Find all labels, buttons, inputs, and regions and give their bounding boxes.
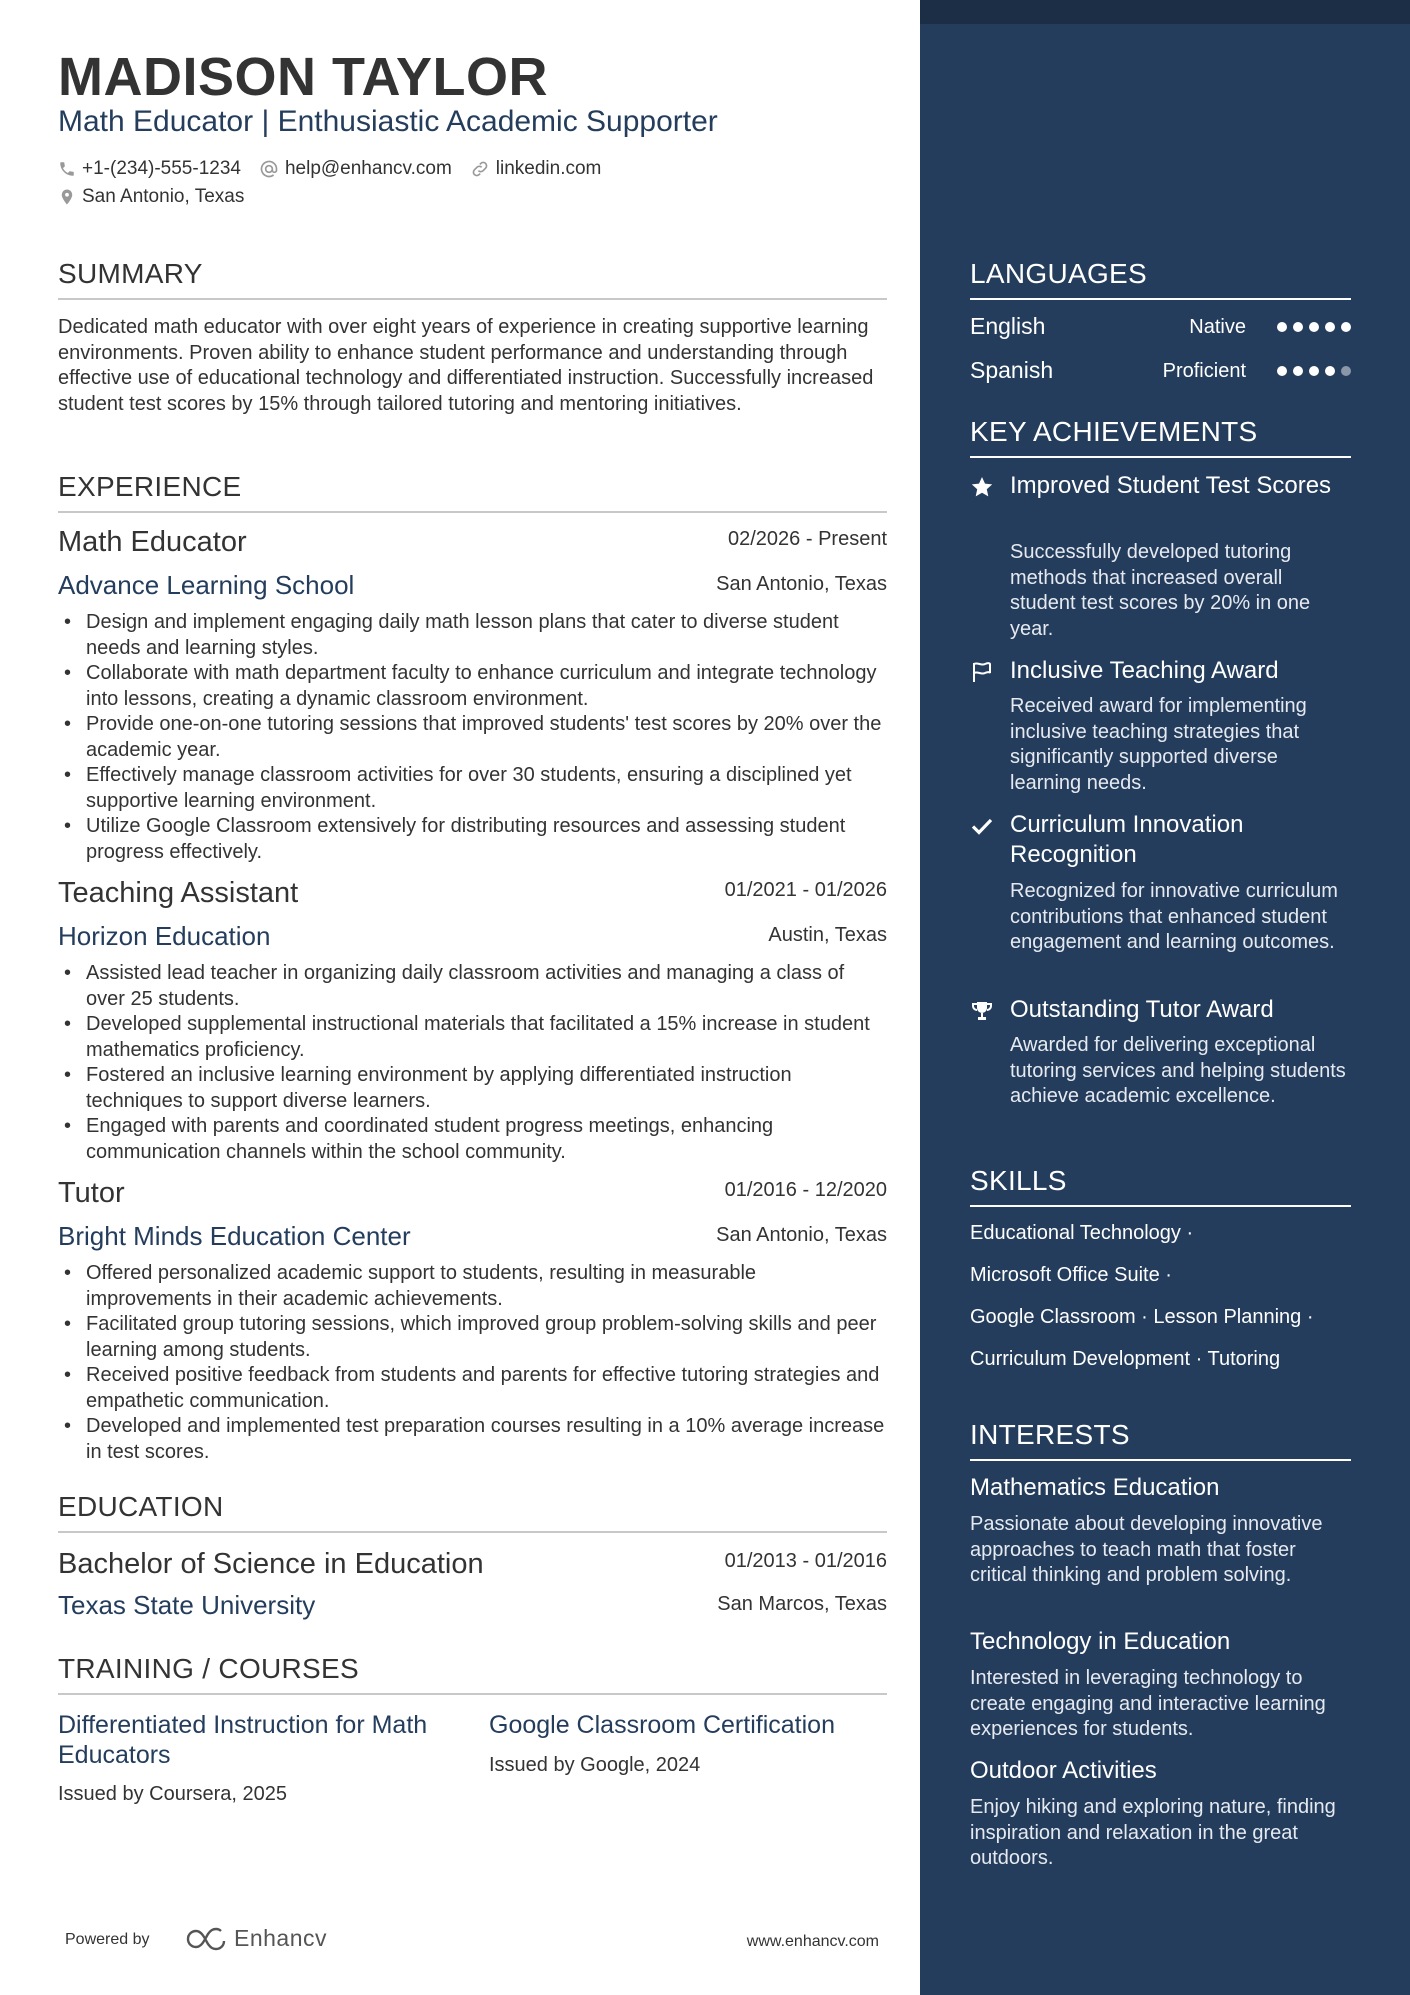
languages-heading: LANGUAGES — [970, 258, 1351, 300]
interest-desc: Enjoy hiking and exploring nature, finding inspiration and relaxation in the great outdoors. — [970, 1796, 1336, 1869]
education-heading: EDUCATION — [58, 1491, 887, 1533]
rating-dot-filled — [1277, 366, 1287, 376]
job-location: San Antonio, Texas — [716, 573, 887, 595]
language-rating — [1271, 366, 1351, 376]
contact-row — [58, 158, 619, 180]
language-level: Native — [1189, 316, 1246, 338]
trophy-icon — [970, 999, 994, 1023]
interest-title: Technology in Education — [970, 1628, 1231, 1655]
skills-line: Educational Technology · — [970, 1222, 1194, 1244]
skills-line: Curriculum Development · Tutoring — [970, 1348, 1281, 1370]
job-location: Austin, Texas — [768, 924, 887, 946]
interest-desc: Passionate about developing innovative approaches to teach math that foster critical thinking and problem solving. — [970, 1513, 1323, 1586]
enhancv-logo[interactable] — [184, 1925, 327, 1952]
interest-desc: Interested in leveraging technology to create engaging and interactive learning experiences for students. — [970, 1667, 1326, 1740]
achievement-title: Improved Student Test Scores — [1010, 472, 1332, 499]
list-item: • Developed and implemented test preparation courses resulting in a 10% average increase in test scores. — [58, 1414, 887, 1465]
list-item: • Received positive feedback from students and parents for effective tutoring strategies and empathetic communication. — [58, 1363, 887, 1414]
job-location: San Antonio, Texas — [716, 1224, 887, 1246]
list-item: • Assisted lead teacher in organizing daily classroom activities and managing a class of over 25 students. — [58, 961, 887, 1012]
language-level: Proficient — [1162, 360, 1246, 382]
rating-dot-filled — [1293, 322, 1303, 332]
experience-heading: EXPERIENCE — [58, 471, 887, 513]
education-entry — [58, 1548, 887, 1620]
website-link[interactable]: www.enhancv.com — [746, 1933, 879, 1950]
school-location: San Marcos, Texas — [717, 1593, 887, 1615]
interests-heading: INTERESTS — [970, 1419, 1351, 1461]
summary-heading: SUMMARY — [58, 258, 887, 300]
location-pin-icon — [58, 187, 76, 207]
achievement-desc: Recognized for innovative curriculum contributions that enhanced student engagement and learning outcomes. — [1010, 880, 1338, 953]
training-heading: TRAINING / COURSES — [58, 1653, 887, 1695]
rating-dot-filled — [1309, 366, 1319, 376]
rating-dot-filled — [1309, 322, 1319, 332]
achievement-title: Curriculum Innovation Recognition — [1010, 811, 1244, 868]
rating-dot-filled — [1325, 366, 1335, 376]
course-title: Google Classroom Certification — [489, 1711, 835, 1739]
list-item: • Design and implement engaging daily math lesson plans that cater to diverse student needs and learning styles. — [58, 610, 887, 661]
sidebar-top-band — [920, 0, 1410, 24]
skills-line: Microsoft Office Suite · — [970, 1264, 1172, 1286]
list-item: • Collaborate with math department faculty to enhance curriculum and integrate technology into lessons, creating a dynamic classroom environment. — [58, 661, 887, 712]
linkedin-contact[interactable] — [470, 158, 602, 180]
list-item: • Effectively manage classroom activities for over 30 students, ensuring a disciplined yet supportive learning environment. — [58, 763, 887, 814]
job-entry — [58, 877, 887, 1163]
rating-dot-empty — [1341, 366, 1351, 376]
job-role: Math Educator — [58, 526, 247, 558]
interest-title: Outdoor Activities — [970, 1757, 1157, 1784]
achievement-desc: Received award for implementing inclusive teaching strategies that significantly supported diverse learning needs. — [1010, 695, 1307, 794]
job-dates: 02/2026 - Present — [728, 528, 887, 550]
school: Texas State University — [58, 1590, 316, 1620]
achievement-desc: Awarded for delivering exceptional tutoring services and helping students achieve academic excellence. — [1010, 1034, 1346, 1107]
candidate-name: MADISON TAYLOR — [58, 47, 549, 107]
achievement-title: Inclusive Teaching Award — [1010, 657, 1279, 684]
language-name: English — [970, 313, 1046, 339]
sidebar — [920, 0, 1410, 1995]
phone-number: +1-(234)-555-1234 — [82, 158, 241, 179]
job-entry — [58, 1177, 887, 1463]
job-dates: 01/2021 - 01/2026 — [724, 879, 887, 901]
list-item: • Engaged with parents and coordinated student progress meetings, enhancing communication channels within the school community. — [58, 1114, 887, 1165]
job-bullets — [58, 610, 887, 865]
star-icon — [970, 475, 994, 499]
job-company: Bright Minds Education Center — [58, 1221, 411, 1251]
location-contact — [58, 186, 244, 208]
candidate-title: Math Educator | Enthusiastic Academic Supporter — [58, 105, 718, 138]
rating-dot-filled — [1341, 322, 1351, 332]
linkedin-link[interactable]: linkedin.com — [495, 158, 602, 179]
achievement-title: Outstanding Tutor Award — [1010, 996, 1274, 1023]
powered-by-label: Powered by — [65, 1931, 150, 1948]
job-role: Teaching Assistant — [58, 877, 299, 909]
job-entry — [58, 526, 887, 863]
phone-contact — [58, 158, 241, 180]
course-title: Differentiated Instruction for Math Educators — [58, 1711, 428, 1769]
course-issuer: Issued by Google, 2024 — [489, 1754, 701, 1776]
email-address[interactable]: help@enhancv.com — [284, 158, 452, 179]
list-item: • Offered personalized academic support to students, resulting in measurable improvements in their academic achievements. — [58, 1261, 887, 1312]
list-item: • Fostered an inclusive learning environment by applying differentiated instruction techniques to support diverse learners. — [58, 1063, 887, 1114]
language-rating — [1271, 322, 1351, 332]
enhancv-logo-icon — [184, 1926, 230, 1952]
job-company: Advance Learning School — [58, 570, 355, 600]
flag-icon — [970, 660, 994, 684]
job-bullets — [58, 1261, 887, 1465]
list-item: • Facilitated group tutoring sessions, which improved group problem-solving skills and peer learning among students. — [58, 1312, 887, 1363]
language-name: Spanish — [970, 357, 1054, 383]
skills-line: Google Classroom · Lesson Planning · — [970, 1306, 1314, 1328]
location-text: San Antonio, Texas — [82, 186, 245, 207]
interest-title: Mathematics Education — [970, 1474, 1220, 1501]
list-item: • Developed supplemental instructional materials that facilitated a 15% increase in student mathematics proficiency. — [58, 1012, 887, 1063]
location-row — [58, 186, 262, 208]
summary-text: Dedicated math educator with over eight years of experience in creating supportive learning environments. Proven ability to enhance student performance and understanding through effective use of educational technology and differentiated instruction. Successfully increased student test scores by 15% through tailored tutoring and mentoring initiatives. — [58, 316, 874, 415]
at-icon — [259, 159, 279, 179]
job-bullets — [58, 961, 887, 1165]
checkmark-icon — [970, 814, 994, 838]
achievements-heading: KEY ACHIEVEMENTS — [970, 416, 1351, 458]
job-company: Horizon Education — [58, 921, 271, 951]
language-row — [970, 357, 1351, 387]
rating-dot-filled — [1277, 322, 1287, 332]
job-role: Tutor — [58, 1177, 125, 1209]
education-dates: 01/2013 - 01/2016 — [724, 1550, 887, 1572]
rating-dot-filled — [1293, 366, 1303, 376]
job-dates: 01/2016 - 12/2020 — [724, 1179, 887, 1201]
email-contact[interactable] — [259, 158, 452, 180]
link-icon — [470, 159, 490, 179]
brand-name: Enhancv — [234, 1925, 328, 1951]
achievement-desc: Successfully developed tutoring methods that increased overall student test scores by 20% in one year. — [1010, 541, 1311, 640]
rating-dot-filled — [1325, 322, 1335, 332]
degree: Bachelor of Science in Education — [58, 1548, 484, 1580]
list-item: • Provide one-on-one tutoring sessions that improved students' test scores by 20% over the academic year. — [58, 712, 887, 763]
course-issuer: Issued by Coursera, 2025 — [58, 1783, 288, 1805]
skills-heading: SKILLS — [970, 1165, 1351, 1207]
language-row — [970, 313, 1351, 343]
phone-icon — [58, 160, 76, 178]
list-item: • Utilize Google Classroom extensively for distributing resources and assessing student progress effectively. — [58, 814, 887, 865]
